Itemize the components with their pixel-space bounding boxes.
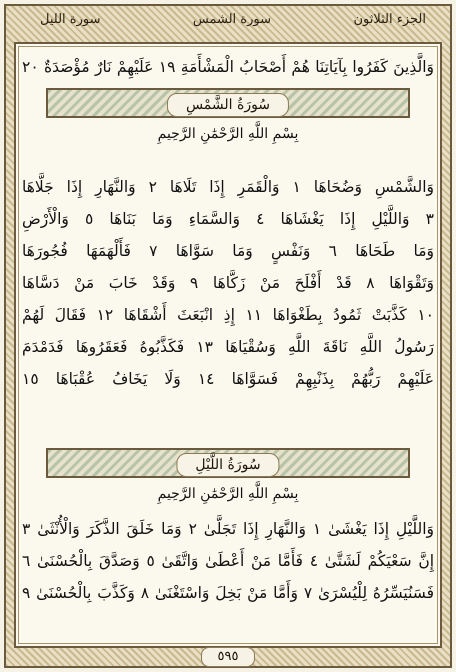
ayah-line: إِنَّ سَعْيَكُمْ لَشَتَّىٰ ٤ فَأَمَّا مَنْ أَعْطَىٰ وَاتَّقَىٰ ٥ وَصَدَّقَ بِالْحُسْنَىٰ ٦	[22, 552, 435, 570]
ayah-line: عَلَيْهِمْ رَبُّهُمْ بِذَنْبِهِمْ فَسَوَّاهَا ١٤ وَلَا يَخَافُ عُقْبَاهَا ١٥	[22, 370, 434, 388]
ayah-line: وَتَقْوَاهَا ٨ قَدْ أَفْلَحَ مَنْ زَكَّاهَا ٩ وَقَدْ خَابَ مَنْ دَسَّاهَا	[22, 274, 434, 292]
ayah-line: وَمَا طَحَاهَا ٦ وَنَفْسٍ وَمَا سَوَّاهَا ٧ فَأَلْهَمَهَا فُجُورَهَا	[22, 242, 434, 260]
surah-name-left: سورة الليل	[40, 12, 101, 27]
page-number: ٥٩٥	[201, 647, 256, 667]
basmala: بِسْمِ اللَّهِ الرَّحْمَٰنِ الرَّحِيمِ	[157, 126, 299, 142]
surah-title-banner	[46, 448, 410, 478]
juz-label: الجزء الثلاثون	[353, 12, 426, 27]
basmala: بِسْمِ اللَّهِ الرَّحْمَٰنِ الرَّحِيمِ	[157, 486, 299, 502]
ayah-line: وَالشَّمْسِ وَضُحَاهَا ١ وَالْقَمَرِ إِذَا تَلَاهَا ٢ وَالنَّهَارِ إِذَا جَلَّاهَا	[22, 178, 434, 196]
ayah-line: فَسَنُيَسِّرُهُ لِلْيُسْرَىٰ ٧ وَأَمَّا مَنْ بَخِلَ وَاسْتَغْنَىٰ ٨ وَكَذَّبَ بِالْحُسْنَىٰ ٩	[22, 584, 434, 602]
ayah-line: ٣ وَاللَّيْلِ إِذَا يَغْشَاهَا ٤ وَالسَّمَاءِ وَمَا بَنَاهَا ٥ وَالْأَرْضِ	[22, 210, 434, 228]
ayah-line: وَاللَّيْلِ إِذَا يَغْشَىٰ ١ وَالنَّهَارِ إِذَا تَجَلَّىٰ ٢ وَمَا خَلَقَ الذَّكَرَ وَالْأُنْثَىٰ ٣	[22, 520, 434, 538]
surah-title: سُورَةُ الشَّمْسِ	[167, 93, 289, 117]
surah-title: سُورَةُ اللَّيْلِ	[176, 453, 279, 477]
ayah-line: ١٠ كَذَّبَتْ ثَمُودُ بِطَغْوَاهَا ١١ إِذِ انْبَعَثَ أَشْقَاهَا ١٢ فَقَالَ لَهُمْ	[22, 306, 434, 324]
ayah-line: وَالَّذِينَ كَفَرُوا بِآيَاتِنَا هُمْ أَصْحَابُ الْمَشْأَمَةِ ١٩ عَلَيْهِمْ نَارٌ مُؤْصَدَةٌ ٢٠	[22, 58, 434, 76]
ayah-line: رَسُولُ اللَّهِ نَاقَةَ اللَّهِ وَسُقْيَاهَا ١٣ فَكَذَّبُوهُ فَعَقَرُوهَا فَدَمْدَمَ	[22, 338, 434, 356]
page-header	[0, 8, 456, 34]
page-number-box	[0, 647, 456, 667]
surah-title-banner	[46, 88, 410, 118]
surah-name-right: سورة الشمس	[192, 12, 271, 27]
